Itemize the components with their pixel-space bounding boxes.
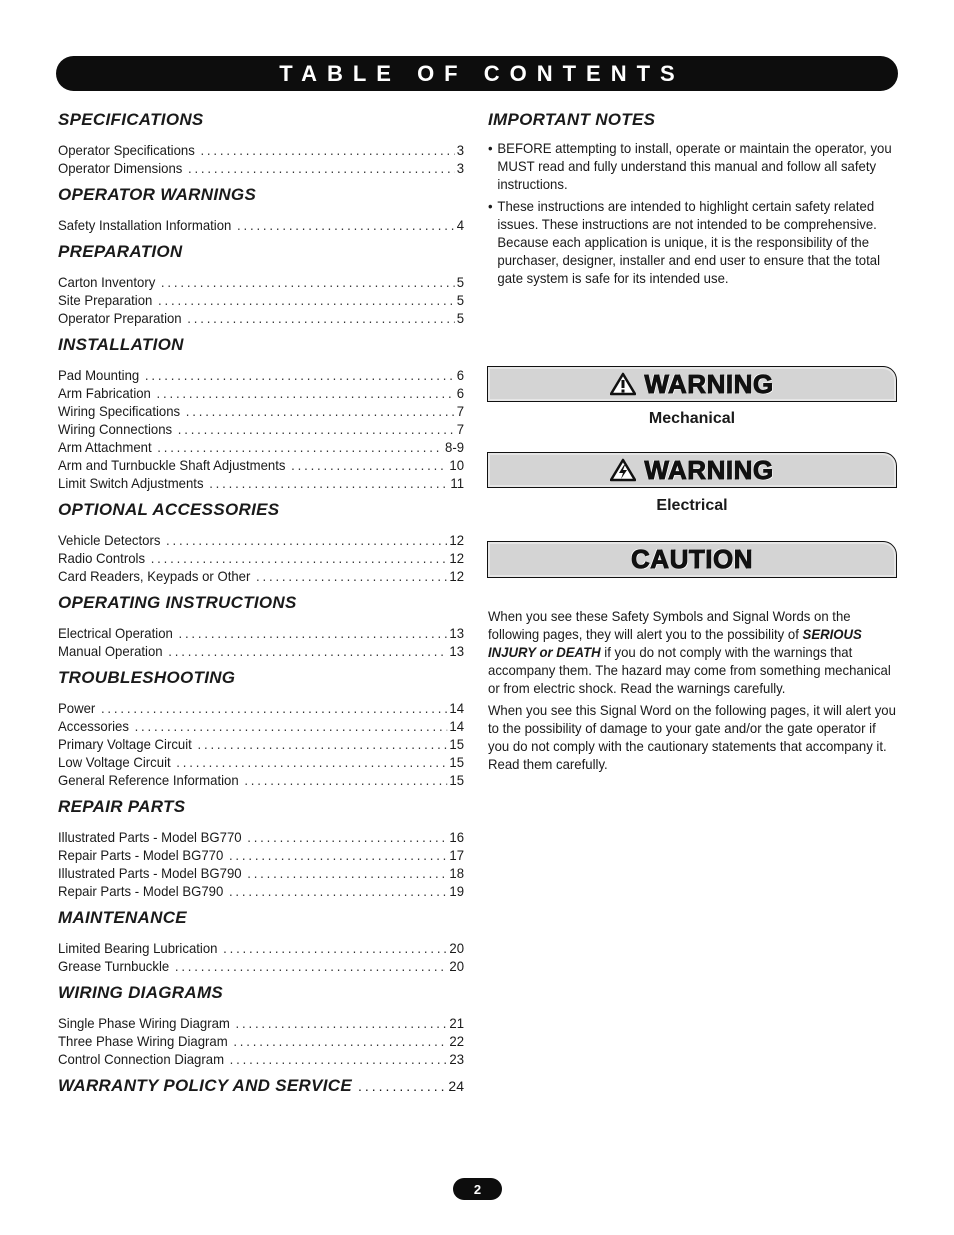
toc-entry[interactable] (58, 309, 464, 327)
toc-section (58, 906, 464, 975)
toc-entry-page: 11 (450, 475, 465, 491)
note-bullet: • These instructions are intended to highlight certain safety related issues. These instructions are not intended to be comprehensive. Because each application is unique, it is the responsibility of the purchaser, designer, installer and end user to ensure that the total gate system is safe for its intended use. (488, 197, 902, 287)
toc-entry[interactable] (58, 1032, 464, 1050)
toc-entry[interactable] (58, 531, 464, 549)
toc-entry[interactable] (58, 882, 464, 900)
toc-entry[interactable] (58, 864, 464, 882)
leader-dots (186, 402, 455, 420)
toc-entry-page: 3 (456, 160, 465, 176)
toc-entry-page: 15 (449, 772, 465, 788)
toc-entry-label: Illustrated Parts - Model BG790 (58, 865, 242, 881)
toc-entry[interactable] (58, 291, 464, 309)
toc-entry-page: 20 (449, 940, 465, 956)
leader-dots (229, 882, 448, 900)
toc-entry[interactable] (58, 549, 464, 567)
toc-section (58, 591, 464, 660)
toc-entry[interactable] (58, 1014, 464, 1032)
toc-section (58, 666, 464, 789)
toc-entry-page: 13 (449, 643, 465, 659)
toc-entry[interactable] (58, 438, 464, 456)
leader-dots (187, 309, 455, 327)
safety-text (488, 607, 898, 777)
para1-emphasis: SERIOUS INJURY or DEATH (488, 626, 862, 660)
toc-entry-page: 19 (449, 883, 465, 899)
toc-section (58, 240, 464, 327)
leader-dots (230, 1050, 448, 1068)
toc-entry-label: Wiring Connections (58, 421, 173, 437)
toc-entry-label: Control Connection Diagram (58, 1051, 225, 1067)
toc-entry-page: 13 (449, 625, 465, 641)
toc-entry[interactable] (58, 624, 464, 642)
toc-entry-page: 15 (449, 754, 465, 770)
toc-entry[interactable] (58, 420, 464, 438)
toc-entry[interactable] (58, 735, 464, 753)
warning-word: WARNING (644, 368, 774, 399)
leader-dots (256, 567, 448, 585)
toc-entry-label: Safety Installation Information (58, 217, 232, 233)
toc-entry-label: Card Readers, Keypads or Other (58, 568, 251, 584)
toc-section (58, 981, 464, 1068)
toc-entry-page: 6 (456, 367, 465, 383)
warning-electrical-box (487, 452, 897, 488)
toc-entry-page: 5 (456, 292, 465, 308)
toc-entry[interactable] (58, 1050, 464, 1068)
warning-word: WARNING (644, 454, 774, 485)
toc-entry-label: Operator Dimensions (58, 160, 183, 176)
leader-dots (166, 531, 448, 549)
toc-entry-page: 18 (449, 865, 465, 881)
warning-mechanical-box (487, 366, 897, 402)
toc-entry-page: 5 (456, 274, 465, 290)
toc-entry-page: 15 (449, 736, 465, 752)
leader-dots (244, 771, 447, 789)
toc-entry-label: Repair Parts - Model BG790 (58, 883, 224, 899)
section-heading: MAINTENANCE (58, 908, 187, 927)
toc-entry[interactable] (58, 753, 464, 771)
toc-entry-page: 7 (456, 421, 465, 437)
toc-entry-label: Arm Fabrication (58, 385, 151, 401)
section-heading: OPTIONAL ACCESSORIES (58, 500, 280, 519)
toc-entry-page: 7 (456, 403, 465, 419)
leader-dots (161, 273, 455, 291)
toc-entry-page: 12 (449, 568, 465, 584)
toc-section (58, 795, 464, 900)
toc-entry-label: Operator Specifications (58, 142, 195, 158)
toc-section (58, 333, 464, 492)
leader-dots (197, 735, 447, 753)
leader-dots (151, 549, 448, 567)
leader-dots (223, 939, 447, 957)
section-heading: SPECIFICATIONS (58, 110, 204, 129)
toc-entry-label: Manual Operation (58, 643, 163, 659)
toc-entry-label: Pad Mounting (58, 367, 140, 383)
toc-entry-page: 23 (449, 1051, 465, 1067)
toc-section (58, 183, 464, 234)
leader-dots (178, 624, 447, 642)
toc-entry[interactable] (58, 141, 464, 159)
toc-entry[interactable] (58, 366, 464, 384)
warranty-page: 24 (448, 1078, 464, 1094)
toc-sections (58, 108, 464, 1068)
leader-dots (145, 366, 455, 384)
toc-entry[interactable] (58, 828, 464, 846)
leader-dots (209, 474, 448, 492)
section-heading: PREPARATION (58, 242, 183, 261)
toc-entry-label: Radio Controls (58, 550, 146, 566)
notes-heading: IMPORTANT NOTES (488, 110, 656, 129)
toc-entry-label: Site Preparation (58, 292, 153, 308)
toc-entry[interactable] (58, 273, 464, 291)
toc-entry-page: 6 (456, 385, 465, 401)
toc-entry[interactable] (58, 846, 464, 864)
note-bullet: • BEFORE attempting to install, operate or maintain the operator, you MUST read and fully understand this manual and follow all safety instructions. (488, 139, 902, 193)
toc-entry-page: 17 (449, 847, 465, 863)
leader-dots (175, 957, 448, 975)
toc-entry[interactable] (58, 717, 464, 735)
toc-entry-label: Repair Parts - Model BG770 (58, 847, 224, 863)
para1-post: if you do not comply with the warnings that accompany them. The hazard may come from something mechanical or from electric shock. Read the warnings carefully. (488, 644, 891, 696)
toc-entry-page: 5 (456, 310, 465, 326)
electric-shock-triangle-icon (610, 458, 636, 482)
leader-dots (236, 1014, 448, 1032)
warranty-heading: WARRANTY POLICY AND SERVICE (58, 1076, 352, 1095)
toc-entry-label: Wiring Specifications (58, 403, 181, 419)
toc-section (58, 108, 464, 177)
warning-triangle-icon (610, 372, 636, 396)
toc-entry-page: 12 (449, 532, 465, 548)
leader-dots (247, 828, 447, 846)
toc-entry[interactable] (58, 939, 464, 957)
toc-entry[interactable] (58, 402, 464, 420)
toc-entry-label: Carton Inventory (58, 274, 156, 290)
toc-entry-page: 12 (449, 550, 465, 566)
toc-entry-label: Illustrated Parts - Model BG770 (58, 829, 242, 845)
toc-entry[interactable] (58, 699, 464, 717)
toc-entry[interactable] (58, 456, 464, 474)
page-number: 2 (453, 1178, 502, 1200)
toc-entry-page: 20 (449, 958, 465, 974)
toc-entry-page: 8-9 (445, 439, 465, 455)
section-heading: WIRING DIAGRAMS (58, 983, 224, 1002)
leader-dots (247, 864, 447, 882)
toc-entry[interactable] (58, 384, 464, 402)
toc-entry-label: Arm Attachment (58, 439, 152, 455)
toc-entry-page: 16 (449, 829, 465, 845)
mechanical-label: Mechanical (648, 410, 736, 427)
leader-dots (157, 438, 443, 456)
toc-entry-label: Operator Preparation (58, 310, 182, 326)
leader-dots (135, 717, 448, 735)
leader-dots (158, 291, 455, 309)
toc-entry-label: Electrical Operation (58, 625, 173, 641)
toc-entry[interactable] (58, 216, 464, 234)
toc-entry-page: 14 (449, 700, 465, 716)
leader-dots (237, 216, 455, 234)
toc-section (58, 498, 464, 585)
toc-entry-label: Limit Switch Adjustments (58, 475, 204, 491)
toc-entry-label: Vehicle Detectors (58, 532, 161, 548)
section-heading: OPERATOR WARNINGS (58, 185, 257, 204)
toc-entry[interactable] (58, 567, 464, 585)
caution-word: CAUTION (631, 544, 753, 574)
caution-box (487, 541, 897, 578)
leader-dots (291, 456, 447, 474)
toc-entry-label: Power (58, 700, 96, 716)
leader-dots (101, 699, 448, 717)
toc-entry-label: Three Phase Wiring Diagram (58, 1033, 228, 1049)
safety-paragraph-1 (488, 607, 898, 697)
toc-entry-label: Accessories (58, 718, 129, 734)
warranty-entry[interactable] (58, 1074, 464, 1098)
safety-paragraph-2: When you see this Signal Word on the following pages, it will alert you to the possibility of damage to your gate and/or the gate operator if you do not comply with the cautionary statements that accompany it. Read them carefully. (488, 702, 896, 772)
electrical-label: Electrical (656, 497, 728, 514)
toc-entry[interactable] (58, 642, 464, 660)
section-heading: INSTALLATION (58, 335, 184, 354)
leader-dots (233, 1032, 447, 1050)
title-bar (56, 56, 898, 91)
toc-entry-label: Low Voltage Circuit (58, 754, 171, 770)
section-heading: REPAIR PARTS (58, 797, 186, 816)
section-heading: TROUBLESHOOTING (58, 668, 236, 687)
toc-entry-page: 10 (449, 457, 465, 473)
leader-dots (358, 1078, 446, 1094)
leader-dots (157, 384, 455, 402)
toc-entry-page: 22 (449, 1033, 465, 1049)
toc-entry-label: Arm and Turnbuckle Shaft Adjustments (58, 457, 286, 473)
para1-pre: When you see these Safety Symbols and Signal Words on the following pages, they will alert you to the possibility of (488, 608, 851, 642)
leader-dots (188, 159, 455, 177)
leader-dots (176, 753, 447, 771)
leader-dots (168, 642, 447, 660)
leader-dots (178, 420, 455, 438)
toc-entry-page: 4 (456, 217, 465, 233)
toc-entry-label: Primary Voltage Circuit (58, 736, 192, 752)
toc-entry[interactable] (58, 474, 464, 492)
toc-column (58, 108, 464, 1098)
toc-entry[interactable] (58, 957, 464, 975)
section-heading: OPERATING INSTRUCTIONS (58, 593, 297, 612)
toc-entry-label: General Reference Information (58, 772, 239, 788)
toc-entry-page: 21 (449, 1015, 465, 1031)
toc-entry-page: 3 (456, 142, 465, 158)
toc-entry-label: Grease Turnbuckle (58, 958, 170, 974)
toc-entry[interactable] (58, 771, 464, 789)
page-title: TABLE OF CONTENTS (279, 60, 685, 86)
leader-dots (229, 846, 448, 864)
toc-entry-page: 14 (449, 718, 465, 734)
toc-entry[interactable] (58, 159, 464, 177)
leader-dots (200, 141, 454, 159)
toc-entry-label: Single Phase Wiring Diagram (58, 1015, 230, 1031)
toc-entry-label: Limited Bearing Lubrication (58, 940, 218, 956)
notes-column (488, 108, 898, 291)
